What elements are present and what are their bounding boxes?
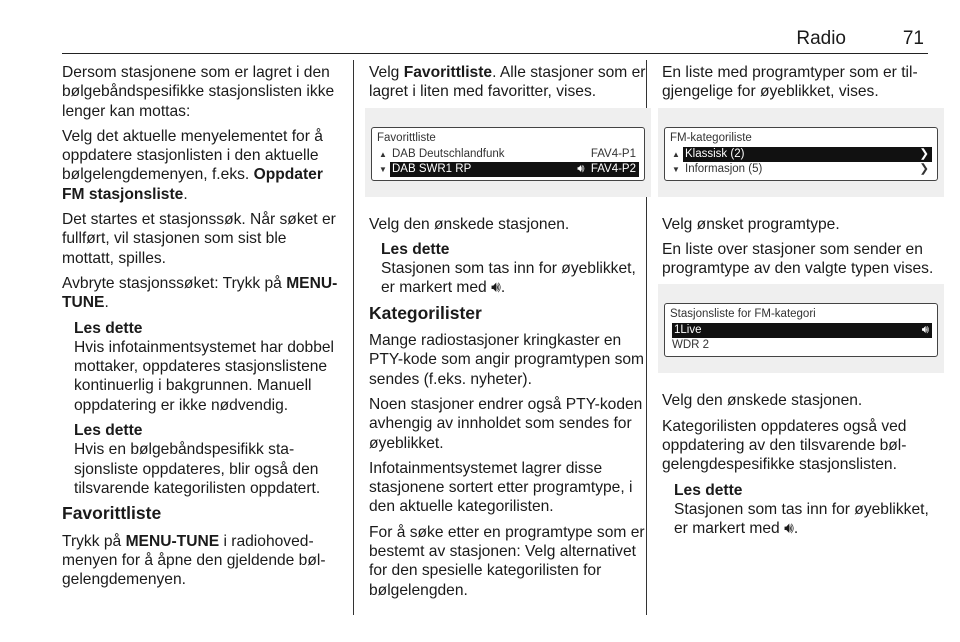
down-arrow-icon: ▼	[379, 164, 387, 174]
list-item: WDR 2	[672, 339, 710, 352]
header-rule	[62, 53, 928, 54]
paragraph: Velg ønsket programtype.	[662, 215, 840, 233]
note-text: Hvis infotainmentsystemet har dobbel mottaker, oppdateres stasjonslistene kontinuerlig i bakgrunnen. Manuell oppdatering er ikke nødvendig.	[74, 338, 335, 414]
button-name: MENU-TUNE	[125, 532, 220, 550]
note-text: Hvis en bølgebåndspesifikk stasjonsliste oppdateres, blir også den tilsvarende kategorilisten oppdatert.	[74, 441, 321, 497]
list-item-selected: ▲ Klassisk (2) ❯	[683, 147, 932, 162]
paragraph: Kategorilisten oppdateres også ved oppdatering av den tilsvarende bølgelengdespesifikke stasjonslisten.	[662, 417, 907, 474]
page-number: 71	[902, 28, 924, 49]
up-arrow-icon: ▲	[379, 149, 387, 159]
display-title: FM-kategoriliste	[670, 131, 752, 144]
note-box	[74, 319, 340, 415]
display-panel	[371, 127, 645, 181]
section-title: Radio	[796, 28, 846, 49]
paragraph: Avbryte stasjonssøket: Trykk på MENU-TUNE.	[62, 274, 338, 312]
screenshot-favorites	[365, 108, 651, 197]
list-item-selected: 1Live 🔊︎	[672, 323, 932, 338]
note-box: Les dette Stasjonen som tas inn for øyeblikket, er markert med 🔊︎.	[674, 481, 940, 539]
note-title: Les dette	[381, 240, 450, 258]
list-item: ▼ Informasjon (5) ❯	[672, 162, 929, 175]
list-item: ▲ DAB Deutschlandfunk FAV4-P1	[379, 147, 636, 160]
section-heading: Favorittliste	[62, 503, 162, 524]
display-title: Favorittliste	[377, 131, 436, 144]
speaker-icon: 🔊︎	[921, 324, 929, 337]
paragraph: Infotainmentsystemet lagrer disse stasjonene sortert etter programtype, i den aktuelle kategorilisten.	[369, 459, 633, 516]
column-3	[662, 63, 940, 545]
note-title: Les dette	[674, 481, 743, 499]
display-title: Stasjonsliste for FM-kategori	[670, 308, 816, 321]
column-2	[369, 63, 647, 606]
section-heading: Kategorilister	[369, 302, 482, 323]
column-divider-1	[353, 60, 354, 615]
paragraph: Dersom stasjonene som er lagret i den bølgebåndspesifikke stasjonslisten ikke lenger kan mottas:	[62, 64, 335, 120]
note-text: Stasjonen som tas inn for øyeblikket, er markert med	[674, 500, 929, 538]
up-arrow-icon: ▲	[672, 149, 680, 159]
paragraph: Velg det aktuelle menyelementet for å oppdatere stasjonlisten i den aktuelle bølgelengdemenyen, f.eks. Oppdater FM stasjonsliste.	[62, 127, 323, 203]
chevron-right-icon: ❯	[919, 162, 929, 175]
down-arrow-icon: ▼	[672, 164, 680, 174]
paragraph: En liste over stasjoner som sender en programtype av den valgte typen vises.	[662, 240, 934, 278]
speaker-icon: 🔊︎	[784, 520, 794, 538]
display-panel	[664, 127, 938, 181]
paragraph: Velg den ønskede stasjonen.	[369, 215, 570, 233]
menu-item-name: Oppdater FM stasjonsliste	[62, 166, 323, 203]
paragraph: Trykk på MENU-TUNE i radiohovedmenyen for å åpne den gjeldende bølgelengdemenyen.	[62, 532, 326, 589]
menu-item-name: Favorittliste	[403, 64, 493, 81]
paragraph: En liste med programtyper som er tilgjengelige for øyeblikket, vises.	[662, 64, 918, 101]
paragraph: Det startes et stasjonssøk. Når søket er fullført, vil stasjonen som sist ble mottatt, spilles.	[62, 211, 336, 267]
paragraph: Velg Favorittliste. Alle stasjoner som er lagret i liten med favoritter, vises.	[369, 64, 646, 101]
paragraph: Velg den ønskede stasjonen.	[662, 392, 863, 410]
chevron-right-icon: ❯	[919, 147, 929, 160]
screenshot-category-list	[658, 108, 944, 197]
speaker-icon: 🔊︎	[491, 279, 501, 297]
paragraph: Mange radiostasjoner kringkaster en PTY-kode som angir programtypen som sendes (f.eks. nyheter).	[369, 332, 645, 388]
note-title: Les dette	[74, 319, 143, 337]
note-text: Stasjonen som tas inn for øyeblikket, er markert med	[381, 260, 636, 297]
list-item-selected: ▼ DAB SWR1 RP 🔊︎ FAV4-P2	[390, 162, 639, 177]
page-header	[0, 24, 960, 54]
note-box: Les dette Stasjonen som tas inn for øyeblikket, er markert med 🔊︎.	[381, 240, 647, 298]
paragraph: For å søke etter en programtype som er bestemt av stasjonen: Velg alternativet for den spesielle kategorilisten for bølgelengden.	[369, 523, 645, 599]
column-1	[62, 63, 340, 595]
paragraph: Noen stasjoner endrer også PTY-koden avhengig av innholdet som sendes for øyeblikket.	[369, 395, 643, 452]
display-panel	[664, 303, 938, 357]
note-title: Les dette	[74, 422, 143, 440]
screenshot-station-list	[658, 284, 944, 373]
button-name: MENU-TUNE	[62, 274, 338, 312]
speaker-icon: 🔊︎	[577, 162, 585, 175]
note-box	[74, 421, 340, 498]
